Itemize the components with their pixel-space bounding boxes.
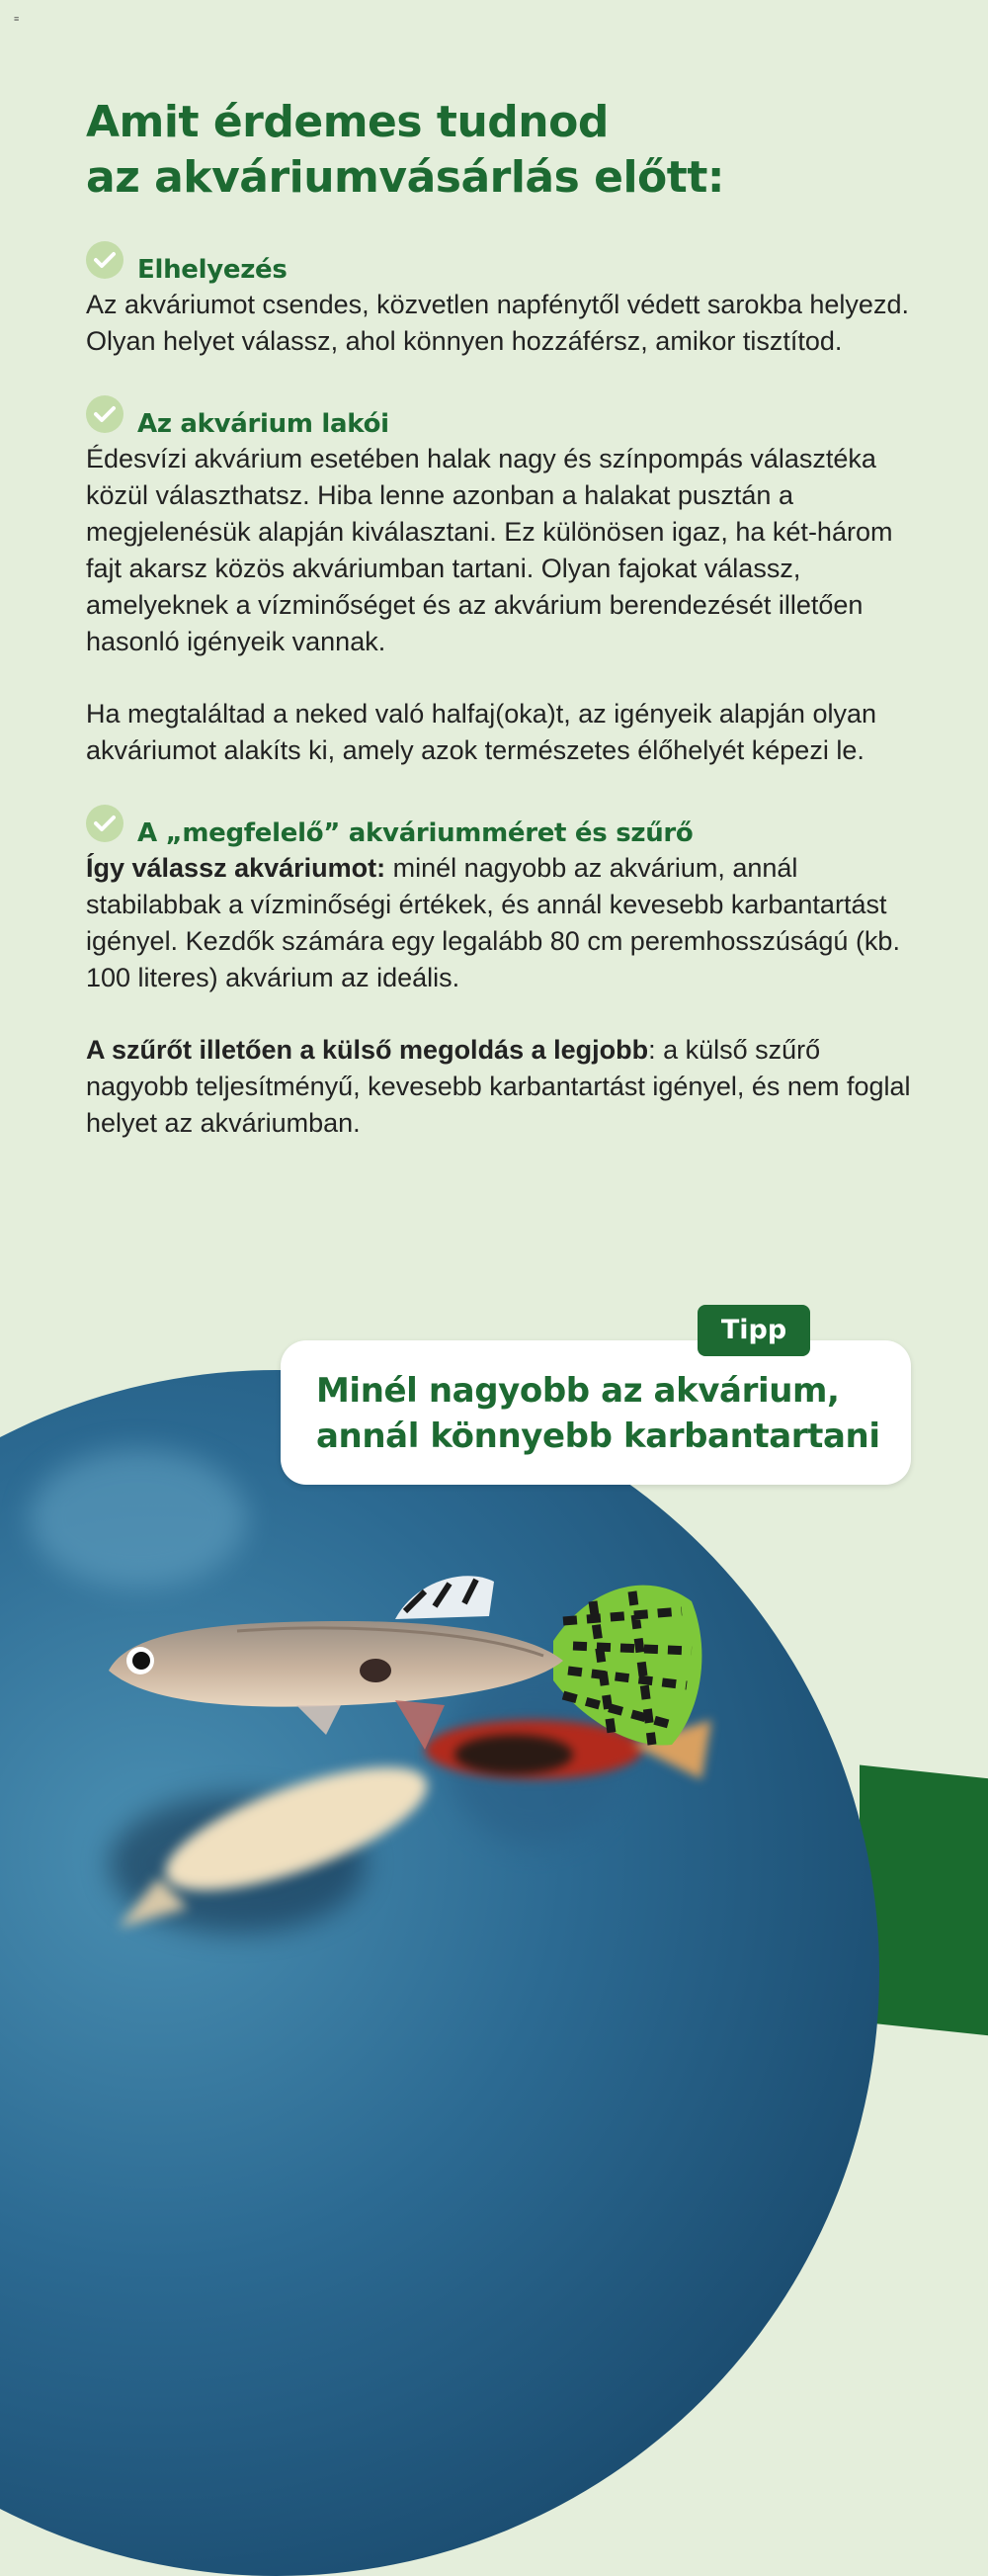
section-header	[86, 403, 916, 441]
tip-text	[316, 1368, 899, 1459]
check-icon	[86, 241, 124, 279]
paragraph-body: minél nagyobb az akvárium, annál stabilabbak a vízminőségi értékek, és annál kevesebb karbantartást igényel. Kezdők számára egy legalább 80 cm peremhosszúságú (kb. 100 literes) akvárium az ideális.	[86, 853, 900, 992]
paragraph-body: : a külső szűrő nagyobb teljesítményű, kevesebb karbantartást igényel, és nem foglal helyet az akváriumban.	[86, 1035, 911, 1138]
section-paragraph: Édesvízi akvárium esetében halak nagy és színpompás választéka közül választhatsz. Hiba lenne azonban a halakat pusztán a megjelenésük alapján kiválasztani. Ez különösen igaz, ha két-három fajt akarsz közös akváriumban tartani. Olyan fajokat válassz, amelyeknek a vízminőséget és az akvárium berendezését illetően hasonló igényeik vannak.	[86, 444, 893, 656]
section-heading: Az akvárium lakói	[137, 409, 389, 439]
green-band	[860, 1764, 988, 2042]
check-icon	[86, 805, 124, 842]
aquarium-photo	[0, 1370, 879, 2576]
section-size-filter	[86, 813, 916, 1142]
section-heading: A „megfelelő” akváriumméret és szűrő	[137, 818, 694, 848]
title-line-2: az akváriumvásárlás előtt:	[86, 152, 724, 203]
menu-mark: ≡	[14, 14, 20, 24]
section-paragraph	[86, 850, 916, 996]
article	[86, 95, 916, 1142]
section-paragraph: Az akváriumot csendes, közvetlen napfénytől védett sarokba helyezd. Olyan helyet válassz, ahol könnyen hozzáférsz, amikor tisztítod.	[86, 290, 909, 356]
section-heading: Elhelyezés	[137, 255, 288, 285]
section-inhabitants	[86, 403, 916, 769]
title-line-1: Amit érdemes tudnod	[86, 97, 609, 147]
paragraph-lead: A szűrőt illetően a külső megoldás a legjobb	[86, 1035, 649, 1065]
tip-line-2: annál könnyebb karbantartani	[316, 1417, 880, 1456]
section-header	[86, 813, 916, 850]
section-header	[86, 249, 916, 287]
section-paragraph: Ha megtaláltad a neked való halfaj(oka)t, az igényeik alapján olyan akváriumot alakíts ki, amely azok természetes élőhelyét képezi le.	[86, 699, 876, 765]
tip-line-1: Minél nagyobb az akvárium,	[316, 1371, 840, 1411]
check-icon	[86, 395, 124, 433]
paragraph-lead: Így válassz akváriumot:	[86, 853, 386, 883]
tip-badge: Tipp	[698, 1305, 810, 1356]
guppy-fish-icon	[99, 1562, 711, 1769]
section-paragraph	[86, 1032, 916, 1142]
page-title	[86, 95, 916, 206]
tip-callout	[281, 1340, 911, 1485]
section-placement	[86, 249, 916, 360]
blurred-fish-icon	[119, 1760, 445, 1957]
